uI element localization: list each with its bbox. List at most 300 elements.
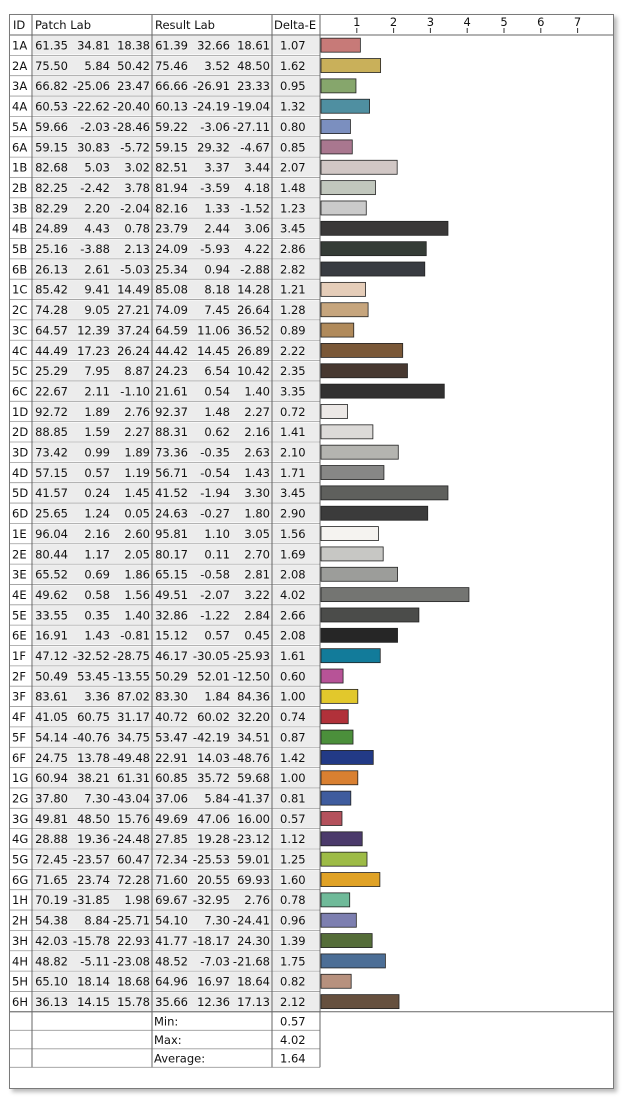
cell-delta-e: 1.41 bbox=[280, 425, 306, 440]
cell-patch-lab: -2.04 bbox=[120, 201, 150, 216]
cell-result-lab: 6.54 bbox=[204, 364, 230, 379]
cell-result-lab: 54.10 bbox=[155, 913, 188, 928]
cell-result-lab: 22.91 bbox=[155, 750, 188, 765]
cell-id: 3E bbox=[12, 567, 27, 582]
cell-patch-lab: 1.56 bbox=[124, 587, 150, 602]
cell-patch-lab: 57.15 bbox=[35, 465, 68, 480]
cell-patch-lab: 2.27 bbox=[124, 425, 150, 440]
delta-e-bar bbox=[321, 262, 425, 276]
cell-patch-lab: 1.89 bbox=[124, 445, 150, 460]
cell-id: 1C bbox=[12, 282, 28, 297]
cell-result-lab: 48.52 bbox=[155, 954, 188, 969]
cell-result-lab: 50.29 bbox=[155, 669, 188, 684]
cell-patch-lab: 0.05 bbox=[124, 506, 150, 521]
cell-result-lab: 56.71 bbox=[155, 465, 188, 480]
cell-result-lab: -5.93 bbox=[200, 242, 230, 256]
cell-patch-lab: 49.62 bbox=[35, 587, 68, 602]
cell-result-lab: 2.76 bbox=[244, 893, 270, 908]
cell-patch-lab: 42.03 bbox=[35, 933, 68, 948]
cell-patch-lab: -3.88 bbox=[80, 242, 110, 256]
cell-id: 6G bbox=[12, 872, 29, 887]
cell-id: 1F bbox=[12, 649, 26, 663]
delta-e-bar bbox=[321, 59, 381, 73]
axis-tick-label: 6 bbox=[537, 15, 545, 29]
cell-result-lab: 61.39 bbox=[155, 38, 188, 53]
cell-result-lab: 26.89 bbox=[237, 343, 270, 358]
cell-result-lab: 1.48 bbox=[204, 404, 230, 419]
delta-e-bar bbox=[321, 811, 342, 825]
cell-result-lab: 23.33 bbox=[237, 79, 270, 94]
cell-result-lab: 71.60 bbox=[155, 872, 188, 887]
cell-result-lab: 49.69 bbox=[155, 811, 188, 826]
summary-value: 1.64 bbox=[280, 1051, 306, 1066]
cell-result-lab: -1.52 bbox=[240, 201, 270, 216]
cell-delta-e: 2.86 bbox=[280, 242, 306, 256]
delta-e-bar bbox=[321, 466, 384, 480]
cell-delta-e: 4.02 bbox=[280, 587, 306, 602]
cell-patch-lab: 1.24 bbox=[84, 506, 110, 521]
cell-patch-lab: 36.13 bbox=[35, 994, 68, 1009]
delta-e-bar bbox=[321, 588, 469, 602]
cell-patch-lab: -20.40 bbox=[112, 99, 150, 114]
cell-patch-lab: 41.05 bbox=[35, 710, 68, 725]
cell-result-lab: 32.86 bbox=[155, 608, 188, 623]
delta-e-bar bbox=[321, 893, 350, 907]
cell-result-lab: 53.47 bbox=[155, 730, 188, 745]
cell-delta-e: 0.57 bbox=[280, 811, 306, 826]
cell-result-lab: -3.06 bbox=[200, 119, 230, 134]
cell-result-lab: 20.55 bbox=[197, 872, 230, 887]
cell-result-lab: 5.84 bbox=[204, 791, 230, 806]
cell-result-lab: 85.08 bbox=[155, 282, 188, 297]
delta-e-bar bbox=[321, 384, 444, 398]
cell-result-lab: -0.58 bbox=[200, 567, 230, 582]
delta-e-bar bbox=[321, 628, 398, 642]
cell-patch-lab: 8.87 bbox=[124, 364, 150, 379]
cell-id: 4G bbox=[12, 832, 29, 847]
delta-e-bar bbox=[321, 974, 351, 988]
cell-delta-e: 0.81 bbox=[280, 791, 306, 806]
cell-result-lab: 44.42 bbox=[155, 343, 188, 358]
cell-id: 4E bbox=[12, 587, 27, 602]
cell-patch-lab: 34.75 bbox=[117, 730, 150, 745]
cell-delta-e: 1.42 bbox=[280, 750, 306, 765]
cell-delta-e: 2.10 bbox=[280, 445, 306, 460]
cell-result-lab: 41.52 bbox=[155, 486, 188, 501]
cell-result-lab: -4.67 bbox=[240, 140, 270, 155]
cell-result-lab: 7.30 bbox=[204, 913, 230, 928]
cell-patch-lab: 0.58 bbox=[84, 587, 110, 602]
cell-patch-lab: 60.94 bbox=[35, 771, 68, 786]
cell-patch-lab: 25.29 bbox=[35, 364, 68, 379]
cell-id: 1B bbox=[12, 160, 28, 175]
cell-result-lab: 24.30 bbox=[237, 933, 270, 948]
cell-patch-lab: 0.78 bbox=[124, 221, 150, 236]
delta-e-bar bbox=[321, 608, 419, 622]
cell-id: 6A bbox=[12, 140, 28, 155]
cell-patch-lab: 4.43 bbox=[84, 221, 110, 236]
cell-result-lab: 46.17 bbox=[155, 649, 188, 663]
cell-patch-lab: 83.61 bbox=[35, 689, 68, 704]
cell-result-lab: 40.72 bbox=[155, 710, 188, 725]
cell-delta-e: 0.96 bbox=[280, 913, 306, 928]
cell-id: 6B bbox=[12, 262, 28, 277]
cell-id: 4A bbox=[12, 99, 28, 114]
cell-patch-lab: 54.38 bbox=[35, 913, 68, 928]
cell-id: 2H bbox=[12, 913, 28, 928]
cell-delta-e: 0.87 bbox=[280, 730, 306, 745]
cell-result-lab: -7.03 bbox=[200, 954, 230, 969]
cell-result-lab: 2.16 bbox=[244, 425, 270, 440]
cell-id: 6F bbox=[12, 750, 26, 765]
delta-e-bar bbox=[321, 99, 370, 113]
cell-patch-lab: 61.31 bbox=[117, 771, 150, 786]
cell-patch-lab: 8.84 bbox=[84, 913, 110, 928]
cell-result-lab: 27.85 bbox=[155, 832, 188, 847]
delta-e-bar bbox=[321, 323, 354, 337]
cell-patch-lab: 49.81 bbox=[35, 811, 68, 826]
cell-patch-lab: 60.53 bbox=[35, 99, 68, 114]
cell-patch-lab: 82.29 bbox=[35, 201, 68, 216]
cell-result-lab: -25.93 bbox=[232, 649, 270, 663]
cell-result-lab: -19.04 bbox=[232, 99, 270, 114]
cell-patch-lab: 1.89 bbox=[84, 404, 110, 419]
cell-patch-lab: 92.72 bbox=[35, 404, 68, 419]
cell-delta-e: 2.08 bbox=[280, 567, 306, 582]
cell-id: 2F bbox=[12, 669, 26, 684]
cell-patch-lab: 22.67 bbox=[35, 384, 68, 399]
cell-patch-lab: 2.05 bbox=[124, 547, 150, 562]
cell-patch-lab: 3.02 bbox=[124, 160, 150, 175]
cell-id: 4C bbox=[12, 343, 28, 358]
cell-result-lab: 80.17 bbox=[155, 547, 188, 562]
cell-id: 6H bbox=[12, 994, 28, 1009]
cell-result-lab: 1.33 bbox=[204, 201, 230, 216]
cell-result-lab: 16.97 bbox=[197, 974, 230, 989]
axis-tick-label: 2 bbox=[389, 15, 398, 29]
cell-result-lab: 65.15 bbox=[155, 567, 188, 582]
cell-result-lab: -23.12 bbox=[232, 832, 270, 847]
cell-result-lab: 17.13 bbox=[237, 994, 270, 1009]
cell-patch-lab: -28.75 bbox=[112, 649, 150, 663]
cell-result-lab: -21.68 bbox=[232, 954, 270, 969]
cell-patch-lab: 65.10 bbox=[35, 974, 68, 989]
delta-e-bar bbox=[321, 486, 448, 500]
cell-patch-lab: -2.03 bbox=[80, 119, 110, 134]
cell-patch-lab: 24.89 bbox=[35, 221, 68, 236]
cell-result-lab: 14.45 bbox=[197, 343, 230, 358]
delta-e-bar bbox=[321, 506, 428, 520]
cell-result-lab: 3.37 bbox=[204, 160, 230, 175]
cell-result-lab: 84.36 bbox=[237, 689, 270, 704]
cell-patch-lab: 3.36 bbox=[84, 689, 110, 704]
cell-result-lab: 35.72 bbox=[197, 771, 230, 786]
cell-delta-e: 1.61 bbox=[280, 649, 306, 663]
delta-e-bar bbox=[321, 730, 353, 744]
delta-e-bar bbox=[321, 303, 368, 317]
cell-patch-lab: 26.13 bbox=[35, 262, 68, 277]
delta-e-bar bbox=[321, 649, 380, 663]
cell-result-lab: 1.10 bbox=[204, 526, 230, 541]
cell-id: 3A bbox=[12, 79, 28, 94]
cell-result-lab: 16.00 bbox=[237, 811, 270, 826]
cell-result-lab: -0.54 bbox=[200, 465, 230, 480]
cell-patch-lab: 38.21 bbox=[77, 771, 110, 786]
cell-patch-lab: 0.99 bbox=[84, 445, 110, 460]
delta-e-bar bbox=[321, 221, 448, 235]
cell-result-lab: 0.45 bbox=[244, 628, 270, 643]
cell-result-lab: 64.59 bbox=[155, 323, 188, 338]
cell-patch-lab: 17.23 bbox=[77, 343, 110, 358]
cell-patch-lab: 72.45 bbox=[35, 852, 68, 867]
cell-id: 1E bbox=[12, 526, 27, 541]
cell-id: 2E bbox=[12, 547, 27, 562]
cell-id: 5C bbox=[12, 364, 28, 379]
cell-patch-lab: 82.68 bbox=[35, 160, 68, 175]
cell-result-lab: -2.88 bbox=[240, 262, 270, 277]
summary-label: Max: bbox=[154, 1032, 182, 1047]
cell-patch-lab: 5.03 bbox=[84, 160, 110, 175]
cell-patch-lab: 1.59 bbox=[84, 425, 110, 440]
cell-result-lab: 74.09 bbox=[155, 303, 188, 318]
cell-result-lab: 2.84 bbox=[244, 608, 270, 623]
cell-result-lab: -3.59 bbox=[200, 180, 230, 195]
cell-patch-lab: 61.35 bbox=[35, 38, 68, 53]
cell-patch-lab: 1.40 bbox=[124, 608, 150, 623]
cell-result-lab: 14.03 bbox=[197, 750, 230, 765]
cell-result-lab: 3.06 bbox=[244, 221, 270, 236]
cell-delta-e: 2.90 bbox=[280, 506, 306, 521]
cell-result-lab: 66.66 bbox=[155, 79, 188, 94]
cell-patch-lab: -25.71 bbox=[112, 913, 150, 928]
cell-patch-lab: 1.86 bbox=[124, 567, 150, 582]
cell-result-lab: 95.81 bbox=[155, 526, 188, 541]
cell-patch-lab: 9.41 bbox=[84, 282, 110, 297]
cell-result-lab: 3.30 bbox=[244, 486, 270, 501]
cell-delta-e: 3.45 bbox=[280, 221, 306, 236]
cell-patch-lab: 66.82 bbox=[35, 79, 68, 94]
delta-e-bar bbox=[321, 710, 348, 724]
cell-result-lab: 24.09 bbox=[155, 242, 188, 256]
cell-patch-lab: 0.24 bbox=[84, 486, 110, 501]
cell-result-lab: 14.28 bbox=[237, 282, 270, 297]
cell-delta-e: 3.35 bbox=[280, 384, 306, 399]
cell-result-lab: -0.35 bbox=[200, 445, 230, 460]
cell-id: 5A bbox=[12, 119, 28, 134]
delta-e-report bbox=[9, 14, 614, 1089]
cell-result-lab: 8.18 bbox=[204, 282, 230, 297]
cell-patch-lab: -0.81 bbox=[120, 628, 150, 643]
cell-patch-lab: 50.42 bbox=[117, 58, 150, 73]
cell-result-lab: -0.27 bbox=[200, 506, 230, 521]
cell-patch-lab: 85.42 bbox=[35, 282, 68, 297]
delta-e-bar bbox=[321, 242, 426, 256]
delta-e-bar bbox=[321, 343, 403, 357]
cell-patch-lab: 72.28 bbox=[117, 872, 150, 887]
cell-id: 1D bbox=[12, 404, 29, 419]
cell-result-lab: 59.01 bbox=[237, 852, 270, 867]
delta-e-bar bbox=[321, 954, 385, 968]
cell-id: 4B bbox=[12, 221, 28, 236]
cell-result-lab: 18.64 bbox=[237, 974, 270, 989]
cell-delta-e: 2.66 bbox=[280, 608, 306, 623]
delta-e-bar bbox=[321, 160, 397, 174]
cell-result-lab: 47.06 bbox=[197, 811, 230, 826]
cell-patch-lab: 34.81 bbox=[77, 38, 110, 53]
delta-e-bar bbox=[321, 934, 372, 948]
cell-result-lab: 37.06 bbox=[155, 791, 188, 806]
cell-delta-e: 1.28 bbox=[280, 303, 306, 318]
cell-result-lab: 49.51 bbox=[155, 587, 188, 602]
delta-e-bar bbox=[321, 527, 378, 541]
cell-result-lab: 72.34 bbox=[155, 852, 188, 867]
cell-delta-e: 2.82 bbox=[280, 262, 306, 277]
cell-result-lab: 7.45 bbox=[204, 303, 230, 318]
cell-result-lab: -41.37 bbox=[232, 791, 270, 806]
cell-result-lab: -26.91 bbox=[192, 79, 230, 94]
cell-result-lab: 73.36 bbox=[155, 445, 188, 460]
delta-e-bar bbox=[321, 79, 356, 93]
cell-patch-lab: 47.12 bbox=[35, 649, 68, 663]
cell-patch-lab: 1.19 bbox=[124, 465, 150, 480]
cell-id: 6E bbox=[12, 628, 27, 643]
cell-patch-lab: 2.20 bbox=[84, 201, 110, 216]
cell-patch-lab: -32.52 bbox=[72, 649, 110, 663]
cell-patch-lab: 80.44 bbox=[35, 547, 68, 562]
cell-patch-lab: 1.43 bbox=[84, 628, 110, 643]
cell-result-lab: -30.05 bbox=[192, 649, 230, 663]
cell-result-lab: 59.22 bbox=[155, 119, 188, 134]
cell-delta-e: 1.71 bbox=[280, 465, 306, 480]
cell-result-lab: -18.17 bbox=[192, 933, 230, 948]
cell-result-lab: 0.62 bbox=[204, 425, 230, 440]
header-patch-lab: Patch Lab bbox=[35, 18, 91, 32]
cell-id: 4F bbox=[12, 710, 26, 725]
cell-patch-lab: 14.15 bbox=[77, 994, 110, 1009]
cell-result-lab: 1.84 bbox=[204, 689, 230, 704]
cell-result-lab: 4.22 bbox=[244, 242, 270, 256]
cell-result-lab: -24.41 bbox=[232, 913, 270, 928]
cell-patch-lab: 27.21 bbox=[117, 303, 150, 318]
delta-e-bar bbox=[321, 282, 366, 296]
cell-patch-lab: 65.52 bbox=[35, 567, 68, 582]
cell-result-lab: -25.53 bbox=[192, 852, 230, 867]
cell-patch-lab: 3.78 bbox=[124, 180, 150, 195]
cell-result-lab: 83.30 bbox=[155, 689, 188, 704]
cell-result-lab: 69.67 bbox=[155, 893, 188, 908]
cell-delta-e: 1.21 bbox=[280, 282, 306, 297]
cell-result-lab: 24.63 bbox=[155, 506, 188, 521]
cell-delta-e: 0.60 bbox=[280, 669, 306, 684]
delta-e-bar bbox=[321, 547, 383, 561]
cell-patch-lab: 23.74 bbox=[77, 872, 110, 887]
cell-result-lab: 2.81 bbox=[244, 567, 270, 582]
cell-patch-lab: 2.61 bbox=[84, 262, 110, 277]
cell-delta-e: 1.23 bbox=[280, 201, 306, 216]
axis-tick-label: 4 bbox=[463, 15, 471, 29]
cell-result-lab: 10.42 bbox=[237, 364, 270, 379]
cell-result-lab: 1.43 bbox=[244, 465, 270, 480]
cell-result-lab: -12.50 bbox=[232, 669, 270, 684]
cell-result-lab: 60.85 bbox=[155, 771, 188, 786]
cell-delta-e: 0.74 bbox=[280, 710, 306, 725]
delta-e-bar bbox=[321, 852, 367, 866]
cell-patch-lab: -22.62 bbox=[72, 99, 110, 114]
cell-result-lab: 0.57 bbox=[204, 628, 230, 643]
cell-patch-lab: 74.28 bbox=[35, 303, 68, 318]
cell-patch-lab: 37.24 bbox=[117, 323, 150, 338]
cell-patch-lab: -43.04 bbox=[112, 791, 150, 806]
cell-result-lab: 34.51 bbox=[237, 730, 270, 745]
cell-id: 1A bbox=[12, 38, 28, 53]
cell-result-lab: 21.61 bbox=[155, 384, 188, 399]
cell-patch-lab: 18.14 bbox=[77, 974, 110, 989]
cell-delta-e: 1.69 bbox=[280, 547, 306, 562]
cell-result-lab: -2.07 bbox=[200, 587, 230, 602]
cell-patch-lab: 15.78 bbox=[117, 994, 150, 1009]
cell-patch-lab: 2.60 bbox=[124, 526, 150, 541]
cell-result-lab: 2.27 bbox=[244, 404, 270, 419]
cell-patch-lab: 25.65 bbox=[35, 506, 68, 521]
cell-id: 5H bbox=[12, 974, 28, 989]
delta-e-bar bbox=[321, 201, 366, 215]
cell-result-lab: 52.01 bbox=[197, 669, 230, 684]
delta-e-bar bbox=[321, 832, 362, 846]
delta-e-table-chart bbox=[10, 15, 613, 1088]
cell-patch-lab: 2.76 bbox=[124, 404, 150, 419]
cell-patch-lab: 30.83 bbox=[77, 140, 110, 155]
cell-patch-lab: 44.49 bbox=[35, 343, 68, 358]
cell-delta-e: 1.56 bbox=[280, 526, 306, 541]
cell-patch-lab: 1.98 bbox=[124, 893, 150, 908]
summary-value: 4.02 bbox=[280, 1032, 306, 1047]
delta-e-bar bbox=[321, 364, 407, 378]
cell-patch-lab: 18.38 bbox=[117, 38, 150, 53]
cell-patch-lab: 9.05 bbox=[84, 303, 110, 318]
delta-e-bar bbox=[321, 995, 399, 1009]
cell-id: 6C bbox=[12, 384, 28, 399]
summary-label: Min: bbox=[154, 1014, 179, 1029]
cell-result-lab: 82.16 bbox=[155, 201, 188, 216]
cell-delta-e: 1.48 bbox=[280, 180, 306, 195]
cell-result-lab: 3.52 bbox=[204, 58, 230, 73]
delta-e-bar bbox=[321, 567, 398, 581]
cell-id: 1H bbox=[12, 893, 28, 908]
cell-id: 5B bbox=[12, 242, 28, 256]
cell-patch-lab: 41.57 bbox=[35, 486, 68, 501]
cell-patch-lab: 2.13 bbox=[124, 242, 150, 256]
delta-e-bar bbox=[321, 689, 358, 703]
cell-result-lab: 60.13 bbox=[155, 99, 188, 114]
cell-patch-lab: 82.25 bbox=[35, 180, 68, 195]
cell-patch-lab: -1.10 bbox=[120, 384, 150, 399]
cell-patch-lab: -25.06 bbox=[72, 79, 110, 94]
cell-id: 6D bbox=[12, 506, 29, 521]
cell-delta-e: 2.08 bbox=[280, 628, 306, 643]
cell-patch-lab: 60.47 bbox=[117, 852, 150, 867]
delta-e-bar bbox=[321, 120, 350, 134]
cell-result-lab: 0.54 bbox=[204, 384, 230, 399]
cell-patch-lab: 0.69 bbox=[84, 567, 110, 582]
delta-e-bar bbox=[321, 873, 380, 887]
cell-result-lab: 19.28 bbox=[197, 832, 230, 847]
cell-id: 2C bbox=[12, 303, 28, 318]
cell-result-lab: 59.68 bbox=[237, 771, 270, 786]
delta-e-bar bbox=[321, 913, 356, 927]
cell-delta-e: 0.80 bbox=[280, 119, 306, 134]
cell-result-lab: 2.63 bbox=[244, 445, 270, 460]
cell-patch-lab: -23.57 bbox=[72, 852, 110, 867]
